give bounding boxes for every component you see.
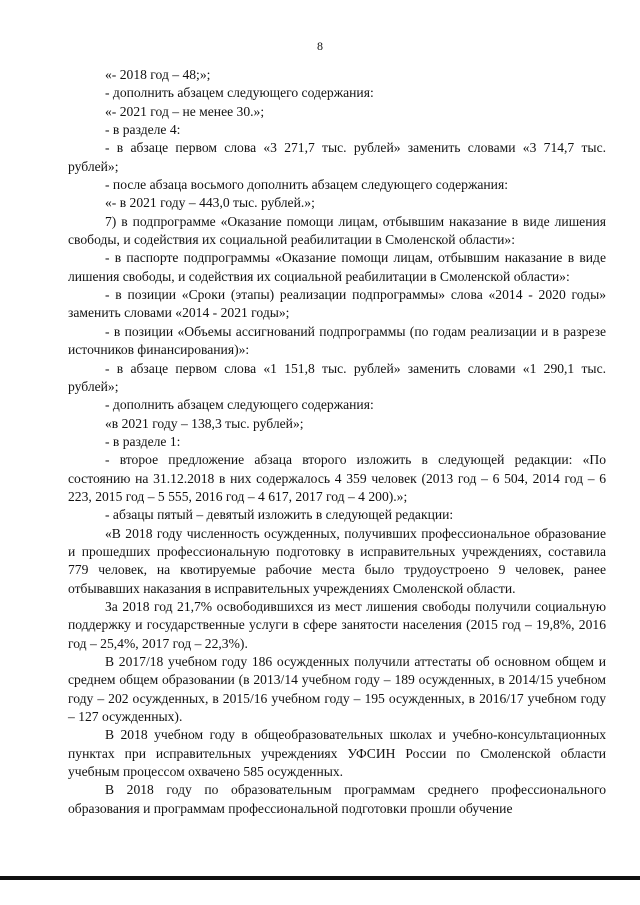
paragraph: «- 2018 год – 48;»; — [105, 67, 211, 82]
paragraph: «в 2021 году – 138,3 тыс. рублей»; — [105, 415, 304, 431]
paragraph: «- 2021 год – не менее 30.»; — [105, 103, 265, 119]
paragraph: В 2018 учебном году в общеобразовательных школах и учебно-консультационных пунктах при исправительных учреждениях УФСИН России по Смоленской области учебным процессом охвачено 585 осужденных. — [68, 727, 606, 780]
paragraph: - в позиции «Объемы ассигнований подпрограммы (по годам реализации и в разрезе источников финансирования)»: — [68, 323, 606, 358]
paragraph: «- в 2021 году – 443,0 тыс. рублей.»; — [105, 195, 315, 211]
paragraph: В 2018 году по образовательным программам среднего профессионального образования и программам профессиональной подготовки прошли обучение — [68, 782, 606, 816]
paragraph: За 2018 год 21,7% освободившихся из мест лишения свободы получили социальную поддержку и государственные услуги в сфере занятости населения (2015 год – 19,8%, 2016 год – 25,4%, 2017 год – 22,3%). — [68, 598, 606, 651]
paragraph: - в абзаце первом слова «3 271,7 тыс. рублей» заменить словами «3 714,7 тыс. рублей»; — [68, 140, 606, 174]
paragraph: - в позиции «Сроки (этапы) реализации подпрограммы» слова «2014 - 2020 годы» заменить словами «2014 - 2021 годы»; — [68, 287, 606, 321]
paragraph: - в паспорте подпрограммы «Оказание помощи лицам, отбывшим наказание в виде лишения свободы, и содействия их социальной реабилитации в Смоленской области»: — [68, 250, 606, 284]
paragraph: - абзацы пятый – девятый изложить в следующей редакции: — [105, 507, 454, 523]
paragraph: - второе предложение абзаца второго изложить в следующей редакции: «По состоянию на 31.12.2018 в них содержалось 4 359 человек (2013 год – 6 504, 2014 год – 6 223, 2015 год – 5 555, 2016 год – 4 617, 2017 год – 4 200).»; — [68, 452, 606, 504]
bottom-divider — [0, 876, 640, 880]
paragraph: - дополнить абзацем следующего содержания: — [105, 397, 374, 413]
paragraph: - в абзаце первом слова «1 151,8 тыс. рублей» заменить словами «1 290,1 тыс. рублей»; — [68, 360, 606, 394]
paragraph: - дополнить абзацем следующего содержания: — [105, 85, 374, 101]
document-body — [68, 66, 606, 818]
paragraph: - в разделе 4: — [105, 122, 181, 138]
paragraph: В 2017/18 учебном году 186 осужденных получили аттестаты об основном общем и среднем общем образовании (в 2013/14 учебном году – 189 осужденных, в 2014/15 учебном году – 202 осужденных, в 2015/16 учебном году – 195 осужденных, в 2016/17 учебном году – 127 осужденных). — [68, 654, 606, 725]
paragraph: - в разделе 1: — [105, 433, 181, 449]
paragraph: 7) в подпрограмме «Оказание помощи лицам, отбывшим наказание в виде лишения свободы, и содействия их социальной реабилитации в Смоленской области»: — [68, 213, 606, 248]
paragraph: - после абзаца восьмого дополнить абзацем следующего содержания: — [105, 177, 508, 193]
quoted-paragraph: «В 2018 году численность осужденных, получивших профессиональное образование и прошедших профессиональную подготовку в исправительных учреждениях, составила 779 человек, на квотируемые рабочие места было трудоустроено 9 человек, ранее отбывавших наказания в исправительных учреждениях Смоленской области. — [68, 525, 606, 596]
page-number: 8 — [317, 39, 323, 53]
